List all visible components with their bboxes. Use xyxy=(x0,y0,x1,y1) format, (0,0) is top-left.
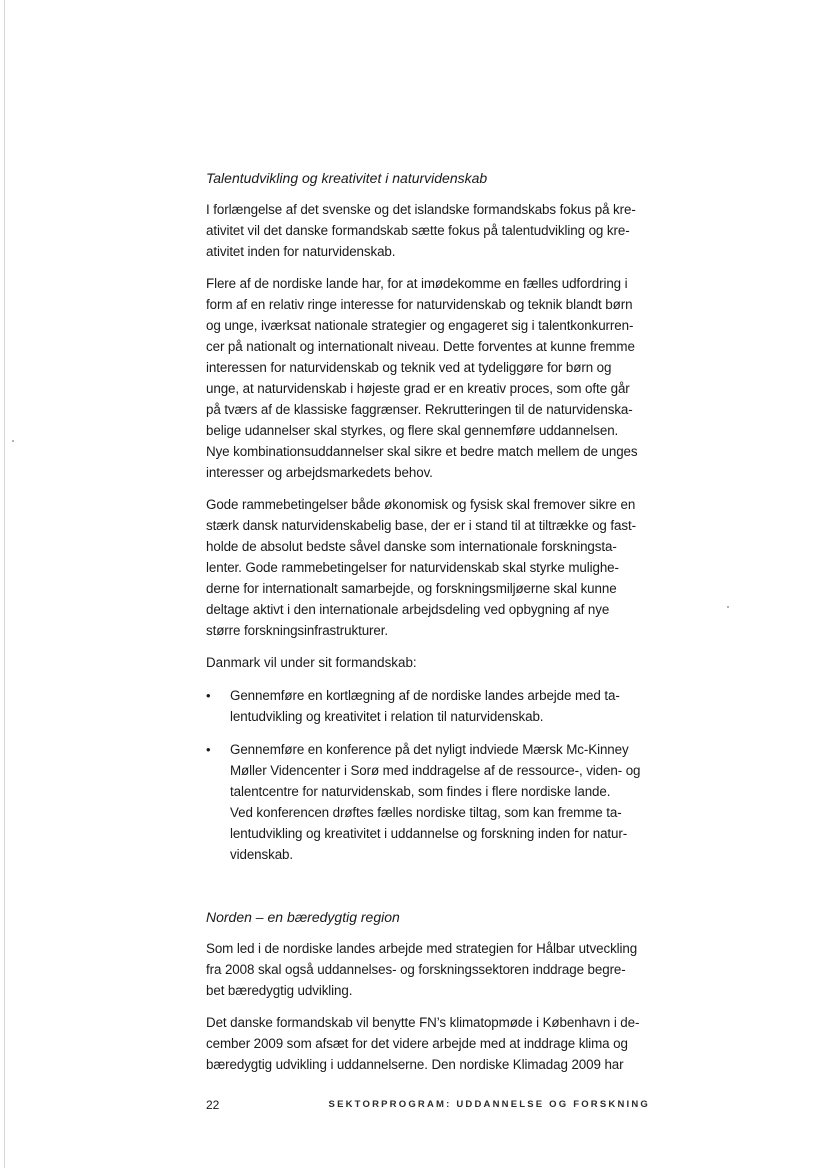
paragraph xyxy=(206,1012,648,1075)
text-line: derne for internationalt samarbejde, og forskningsmiljøerne skal kunne xyxy=(206,581,617,596)
text-line: bæredygtig udvikling i uddannelserne. Den nordiske Klimadag 2009 har xyxy=(206,1057,624,1072)
text-line: lentudvikling og kreativitet i relation til naturvidenskab. xyxy=(230,709,544,724)
text-line: Møller Videncenter i Sorø med inddragelse af de ressource-, viden- og xyxy=(230,763,641,778)
paragraph xyxy=(206,273,648,483)
text-line: Gennemføre en konference på det nyligt indviede Mærsk Mc-Kinney xyxy=(230,742,629,757)
text-line: cer på nationalt og internationalt niveau. Dette forventes at kunne fremme xyxy=(206,339,635,354)
running-title: SEKTORPROGRAM: UDDANNELSE OG FORSKNING xyxy=(328,1099,650,1110)
text-line: videnskab. xyxy=(230,847,294,862)
list-item-text xyxy=(230,739,648,865)
text-line: belige udannelser skal styrkes, og flere skal gennemføre uddannelsen. xyxy=(206,423,619,438)
scan-speck xyxy=(727,606,729,608)
page-number: 22 xyxy=(206,1098,220,1112)
text-line: på tværs af de klassiske faggrænser. Rekrutteringen til de naturvidenska- xyxy=(206,402,633,417)
text-line: cember 2009 som afsæt for det videre arbejde med at inddrage klima og xyxy=(206,1036,628,1051)
text-line: ativitet vil det danske formandskab sætte fokus på talentudvikling og kre- xyxy=(206,223,630,238)
text-line: Ved konferencen drøftes fælles nordiske tiltag, som kan fremme ta- xyxy=(230,805,622,820)
list-item xyxy=(206,685,648,727)
text-line: stærk dansk naturvidenskabelig base, der er i stand til at tiltrække og fast- xyxy=(206,518,636,533)
text-line: interesser og arbejdsmarkedets behov. xyxy=(206,465,433,480)
text-line: deltage aktivt i den internationale arbejdsdeling ved opbygning af nye xyxy=(206,602,610,617)
bullet-list xyxy=(206,685,648,865)
text-line: Flere af de nordiske lande har, for at imødekomme en fælles udfordring i xyxy=(206,276,628,291)
text-line: lentudvikling og kreativitet i uddannelse og forskning inden for natur- xyxy=(230,826,628,841)
section-heading: Talentudvikling og kreativitet i naturvidenskab xyxy=(206,170,488,186)
text-line: lenter. Gode rammebetingelser for naturvidenskab skal styrke mulighe- xyxy=(206,560,619,575)
list-intro: Danmark vil under sit formandskab: xyxy=(206,655,417,670)
text-line: interessen for naturvidenskab og teknik ved at tydeliggøre for børn og xyxy=(206,360,612,375)
text-line: Nye kombinationsuddannelser skal sikre et bedre match mellem de unges xyxy=(206,444,638,459)
paragraph xyxy=(206,938,648,1001)
text-line: og unge, iværksat nationale strategier og engageret sig i talentkonkurren- xyxy=(206,318,634,333)
text-line: form af en relativ ringe interesse for naturvidenskab og teknik blandt børn xyxy=(206,297,633,312)
body-content xyxy=(206,168,648,1086)
text-line: I forlængelse af det svenske og det islandske formandskabs fokus på kre- xyxy=(206,202,636,217)
bullet-icon: • xyxy=(206,742,211,757)
scan-speck xyxy=(12,440,14,442)
text-line: bet bæredygtig udvikling. xyxy=(206,983,353,998)
text-line: talentcentre for naturvidenskab, som findes i flere nordiske lande. xyxy=(230,784,611,799)
text-line: Gode rammebetingelser både økonomisk og fysisk skal fremover sikre en xyxy=(206,497,636,512)
section-heading: Norden – en bæredygtig region xyxy=(206,909,400,925)
bullet-icon: • xyxy=(206,688,211,703)
page-footer xyxy=(206,1097,650,1113)
text-line: større forskningsinfrastrukturer. xyxy=(206,623,388,638)
paragraph xyxy=(206,494,648,641)
text-line: Det danske formandskab vil benytte FN’s klimatopmøde i København i de- xyxy=(206,1015,640,1030)
text-line: Gennemføre en kortlægning af de nordiske landes arbejde med ta- xyxy=(230,688,620,703)
section-baeredygtig-region xyxy=(206,907,648,1075)
list-item xyxy=(206,739,648,865)
scan-edge-line xyxy=(4,0,5,1168)
text-line: unge, at naturvidenskab i højeste grad er en kreativ proces, som ofte går xyxy=(206,381,630,396)
text-line: Som led i de nordiske landes arbejde med strategien for Hålbar utveckling xyxy=(206,941,638,956)
section-spacer xyxy=(206,877,648,907)
section-talentudvikling xyxy=(206,168,648,865)
list-item-text xyxy=(230,685,648,727)
text-line: fra 2008 skal også uddannelses- og forskningssektoren inddrage begre- xyxy=(206,962,626,977)
text-line: ativitet inden for naturvidenskab. xyxy=(206,244,396,259)
text-line: holde de absolut bedste såvel danske som internationale forskningsta- xyxy=(206,539,617,554)
paragraph xyxy=(206,199,648,262)
